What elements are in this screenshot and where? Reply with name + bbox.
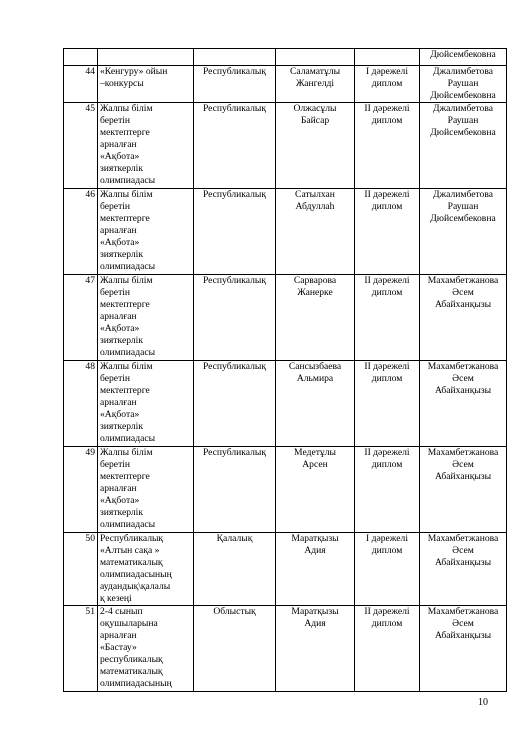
student-name-line: Саламатұлы [289, 66, 341, 77]
table-row [64, 447, 507, 533]
award-line: диплом [371, 545, 403, 556]
competition-name-line: –конкурсы [100, 78, 144, 89]
competition-name-line: Жалпы білім [100, 103, 153, 114]
student-cell [276, 275, 355, 361]
student-name-line: Сарварова [293, 275, 337, 286]
teacher-name-line: Абайханқызы [434, 630, 492, 641]
teacher-name-line: Дюйсембековна [430, 49, 496, 60]
teacher-name-line: Дюйсембековна [430, 213, 496, 224]
competition-name-line: «Ақбота» [100, 237, 140, 248]
table-row [64, 103, 507, 189]
competition-name-line: аудандық\қалалы [100, 581, 171, 592]
name-cell [98, 361, 194, 447]
awards-table [63, 48, 507, 692]
student-name-line: Сансызбаева [288, 361, 342, 372]
competition-name-line: «Ақбота» [100, 409, 140, 420]
award-line: диплом [371, 78, 403, 89]
name-cell [98, 66, 194, 103]
row-number: 50 [85, 533, 95, 544]
num-cell [64, 103, 98, 189]
teacher-cell [420, 447, 507, 533]
teacher-cell [420, 275, 507, 361]
competition-name-line: 2-4 сынып [100, 606, 143, 617]
competition-name-line: «Алтын сақа » [100, 545, 160, 556]
row-number: 45 [85, 103, 95, 114]
level-text: Республикалық [202, 361, 267, 372]
student-name-line: Абдуллаһ [295, 201, 335, 212]
level-cell [194, 103, 276, 189]
competition-name-line: «Бастау» [100, 642, 137, 653]
page-number: 10 [478, 697, 488, 708]
teacher-name-line: Джалимбетова [432, 66, 494, 77]
student-cell [276, 361, 355, 447]
row-number: 44 [85, 66, 95, 77]
award-line: ІІ дәрежелі [364, 361, 410, 372]
table-row [64, 49, 507, 66]
award-cell [355, 361, 420, 447]
teacher-name-line: Абайханқызы [434, 385, 492, 396]
student-cell [276, 447, 355, 533]
level-text: Республикалық [202, 275, 267, 286]
competition-name-line: олимпиадасы [100, 519, 156, 530]
award-line: ІІ дәрежелі [364, 189, 410, 200]
num-cell [64, 447, 98, 533]
table-body [64, 49, 507, 692]
student-name-line: Адия [304, 545, 326, 556]
competition-name-line: «Кенгуру» ойын [100, 66, 168, 77]
teacher-name-line: Абайханқызы [434, 471, 492, 482]
teacher-cell [420, 189, 507, 275]
student-name-line: Олжасұлы [293, 103, 337, 114]
competition-name-line: Жалпы білім [100, 275, 153, 286]
competition-name-line: республикалық [100, 654, 163, 665]
teacher-cell [420, 533, 507, 606]
award-line: ІІ дәрежелі [364, 606, 410, 617]
competition-name-line: олимпиадасы [100, 347, 156, 358]
award-line: ІІ дәрежелі [364, 275, 410, 286]
level-cell [194, 189, 276, 275]
competition-name-line: математикалық [100, 666, 163, 677]
level-text: Облыстық [213, 606, 256, 617]
competition-name-line: мектептерге [100, 385, 150, 396]
table-row [64, 361, 507, 447]
level-cell [194, 66, 276, 103]
competition-name-line: беретін [100, 201, 131, 212]
table-row [64, 533, 507, 606]
competition-name-line: оқушыларына [100, 618, 158, 629]
teacher-name-line: Махамбетжанова [427, 606, 499, 617]
student-name-line: Маратқызы [291, 533, 339, 544]
teacher-name-line: Махамбетжанова [427, 447, 499, 458]
competition-name-line: мектептерге [100, 471, 150, 482]
table-row [64, 189, 507, 275]
competition-name-line: олимпиадасы [100, 175, 156, 186]
award-line: І дәрежелі [365, 66, 408, 77]
level-cell [194, 49, 276, 66]
student-name-line: Адия [304, 618, 326, 629]
num-cell [64, 66, 98, 103]
competition-name-line: олимпиадасының [100, 569, 172, 580]
competition-name-line: арналған [100, 630, 137, 641]
award-cell [355, 49, 420, 66]
award-cell [355, 275, 420, 361]
award-cell [355, 103, 420, 189]
table-row [64, 606, 507, 692]
name-cell [98, 189, 194, 275]
award-line: І дәрежелі [365, 533, 408, 544]
level-cell [194, 447, 276, 533]
award-cell [355, 189, 420, 275]
student-name-line: Байсар [300, 115, 330, 126]
name-cell [98, 49, 194, 66]
teacher-cell [420, 49, 507, 66]
award-cell [355, 606, 420, 692]
competition-name-line: арналған [100, 483, 137, 494]
competition-name-line: Жалпы білім [100, 361, 153, 372]
student-name-line: Маратқызы [291, 606, 339, 617]
level-text: Қалалық [216, 533, 253, 544]
competition-name-line: олимпиадасы [100, 433, 156, 444]
teacher-name-line: Әсем [452, 373, 474, 384]
competition-name-line: қ кезеңі [100, 593, 132, 604]
competition-name-line: математикалық [100, 557, 163, 568]
name-cell [98, 447, 194, 533]
teacher-name-line: Дюйсембековна [430, 90, 496, 101]
num-cell [64, 49, 98, 66]
competition-name-line: «Ақбота» [100, 151, 140, 162]
student-cell [276, 189, 355, 275]
teacher-name-line: Махамбетжанова [427, 361, 499, 372]
student-name-line: Жанерке [297, 287, 333, 298]
row-number: 47 [85, 275, 95, 286]
award-line: диплом [371, 618, 403, 629]
competition-name-line: арналған [100, 139, 137, 150]
student-name-line: Альмира [296, 373, 334, 384]
num-cell [64, 189, 98, 275]
level-text: Республикалық [202, 103, 267, 114]
student-name-line: Арсен [302, 459, 328, 470]
award-line: диплом [371, 287, 403, 298]
competition-name-line: Жалпы білім [100, 189, 153, 200]
teacher-cell [420, 361, 507, 447]
award-line: диплом [371, 459, 403, 470]
award-cell [355, 447, 420, 533]
competition-name-line: зияткерлік [100, 335, 143, 346]
student-cell [276, 103, 355, 189]
num-cell [64, 533, 98, 606]
competition-name-line: «Ақбота» [100, 323, 140, 334]
name-cell [98, 103, 194, 189]
competition-name-line: беретін [100, 459, 131, 470]
teacher-name-line: Дюйсембековна [430, 127, 496, 138]
row-number: 48 [85, 361, 95, 372]
table-row [64, 66, 507, 103]
teacher-name-line: Әсем [452, 618, 474, 629]
teacher-name-line: Абайханқызы [434, 299, 492, 310]
competition-name-line: Жалпы білім [100, 447, 153, 458]
competition-name-line: зияткерлік [100, 421, 143, 432]
teacher-name-line: Джалимбетова [432, 189, 494, 200]
award-cell [355, 533, 420, 606]
competition-name-line: «Ақбота» [100, 495, 140, 506]
teacher-name-line: Джалимбетова [432, 103, 494, 114]
teacher-name-line: Әсем [452, 545, 474, 556]
teacher-name-line: Раушан [447, 115, 479, 126]
award-cell [355, 66, 420, 103]
student-name-line: Сатылхан [295, 189, 335, 200]
level-cell [194, 606, 276, 692]
num-cell [64, 606, 98, 692]
level-text: Республикалық [202, 447, 267, 458]
competition-name-line: Республикалық [100, 533, 164, 544]
table-row [64, 275, 507, 361]
name-cell [98, 275, 194, 361]
competition-name-line: арналған [100, 225, 137, 236]
award-line: диплом [371, 201, 403, 212]
student-cell [276, 66, 355, 103]
competition-name-line: арналған [100, 397, 137, 408]
teacher-cell [420, 66, 507, 103]
competition-name-line: беретін [100, 373, 131, 384]
competition-name-line: мектептерге [100, 213, 150, 224]
competition-name-line: зияткерлік [100, 249, 143, 260]
competition-name-line: олимпиадасы [100, 261, 156, 272]
student-cell [276, 606, 355, 692]
num-cell [64, 361, 98, 447]
name-cell [98, 606, 194, 692]
award-line: ІІ дәрежелі [364, 103, 410, 114]
name-cell [98, 533, 194, 606]
student-name-line: Жангелді [295, 78, 335, 89]
student-cell [276, 533, 355, 606]
competition-name-line: мектептерге [100, 127, 150, 138]
row-number: 46 [85, 189, 95, 200]
award-line: диплом [371, 115, 403, 126]
award-line: ІІ дәрежелі [364, 447, 410, 458]
competition-name-line: олимпиадасының [100, 678, 172, 689]
teacher-name-line: Әсем [452, 459, 474, 470]
student-cell [276, 49, 355, 66]
teacher-name-line: Раушан [447, 78, 479, 89]
teacher-name-line: Махамбетжанова [427, 275, 499, 286]
competition-name-line: зияткерлік [100, 163, 143, 174]
competition-name-line: беретін [100, 115, 131, 126]
teacher-cell [420, 103, 507, 189]
teacher-name-line: Раушан [447, 201, 479, 212]
level-cell [194, 533, 276, 606]
num-cell [64, 275, 98, 361]
level-cell [194, 361, 276, 447]
competition-name-line: мектептерге [100, 299, 150, 310]
row-number: 49 [85, 447, 95, 458]
competition-name-line: беретін [100, 287, 131, 298]
student-name-line: Медетұлы [294, 447, 336, 458]
award-line: диплом [371, 373, 403, 384]
teacher-name-line: Махамбетжанова [427, 533, 499, 544]
teacher-name-line: Абайханқызы [434, 557, 492, 568]
competition-name-line: арналған [100, 311, 137, 322]
level-cell [194, 275, 276, 361]
row-number: 51 [85, 606, 95, 617]
level-text: Республикалық [202, 189, 267, 200]
teacher-name-line: Әсем [452, 287, 474, 298]
competition-name-line: зияткерлік [100, 507, 143, 518]
level-text: Республикалық [202, 66, 267, 77]
teacher-cell [420, 606, 507, 692]
